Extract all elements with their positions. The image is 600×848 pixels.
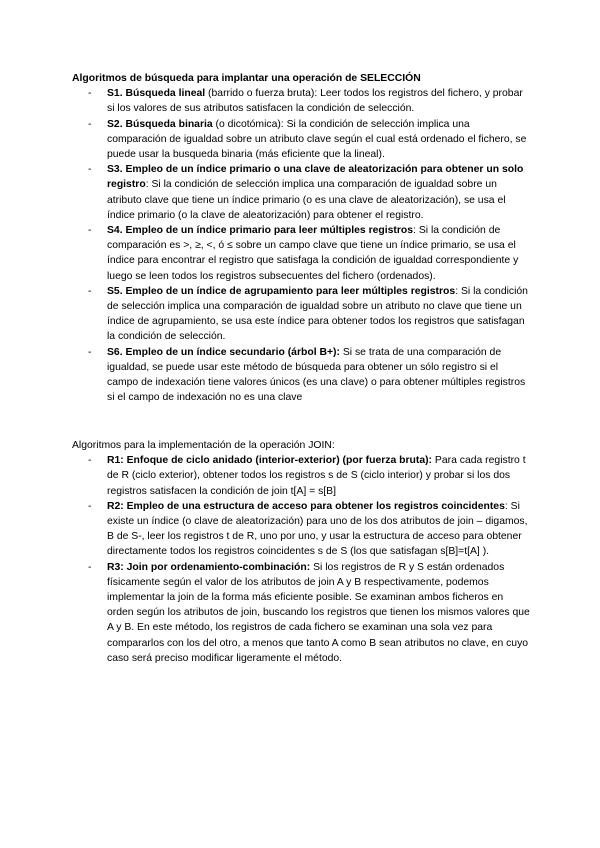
item-text: (o dicotómica): Si la condición de selección implica una comparación de igualdad sobre un atributo clave según el cual está ordenado el fichero, se puede usar la busqueda binaria (más eficiente que la lineal). bbox=[107, 118, 527, 161]
item-text: : Si la condición de selección implica una comparación de igualdad sobre un atributo no clave que tiene un índice de agrupamiento, se usa este índice para obtener todos los registros que satisfagan la condición de selección. bbox=[107, 285, 528, 343]
join-heading: Algoritmos para la implementación de la operación JOIN: bbox=[72, 440, 335, 451]
item-text: : Si la condición de comparación es >, ≥, <, ó ≤ sobre un campo clave que tiene un índice primario, se usa el índice para encontrar el registro que satisfaga la condición de igualdad correspondiente y luego se leen todos los registros subsecuentes del fichero (ordenados). bbox=[107, 225, 519, 282]
list-item-r3 bbox=[72, 560, 532, 666]
list-item-s4 bbox=[72, 223, 532, 284]
list-item-s3 bbox=[72, 162, 532, 223]
item-text: : Si la condición de selección implica una comparación de igualdad sobre un atributo clave que tiene un índice primario (o es una clave de aleatorización), se usa el índice primario (o la clave de aleatorización) para obtener el registro. bbox=[107, 179, 506, 221]
join-algorithms-list bbox=[72, 453, 532, 666]
join-algorithms-section bbox=[72, 438, 532, 666]
item-text: Si se trata de una comparación de igualdad, se puede usar este método de búsqueda para obtener un sólo registro si el campo de indexación tiene valores únicos (es una clave) o para obtener múltiples registros si el campo de indexación no es una clave bbox=[107, 346, 526, 404]
selection-algorithms-section bbox=[72, 71, 532, 405]
item-title: S4. Empleo de un índice primario para leer múltiples registros bbox=[107, 225, 414, 237]
selection-algorithms-list bbox=[72, 86, 532, 405]
item-text: Si los registros de R y S están ordenados físicamente según el valor de los atributos de join A y B respectivamente, podemos implementar la join de la forma más eficiente posible. Se examinan ambos ficheros en orden según los atributos de join, buscando los registros que tienen los mismos valores que A y B. En este método, los registros de cada fichero se examinan una sola vez para compararlos con los del otro, a menos que tanto A como B sean atributos no clave, en cuyo caso será preciso modificar ligeramente el método. bbox=[107, 561, 530, 664]
selection-heading: Algoritmos de búsqueda para implantar una operación de SELECCIÓN bbox=[72, 73, 421, 84]
item-title: S2. Búsqueda binaria bbox=[107, 118, 213, 130]
item-title: R3: Join por ordenamiento-combinación: bbox=[107, 561, 311, 573]
list-item-s6 bbox=[72, 345, 532, 406]
item-title: R1: Enfoque de ciclo anidado (interior-exterior) (por fuerza bruta): bbox=[107, 455, 433, 467]
list-item-r2 bbox=[72, 499, 532, 560]
item-text: Para cada registro t de R (ciclo exterior), obtener todos los registros s de S (ciclo interior) y probar si los dos registros satisfacen la condición de join t[A] = s[B] bbox=[107, 455, 526, 497]
list-item-s1 bbox=[72, 86, 532, 116]
item-title: S5. Empleo de un índice de agrupamiento para leer múltiples registros bbox=[107, 285, 456, 297]
item-title: S6. Empleo de un índice secundario (árbol B+): bbox=[107, 346, 340, 358]
list-item-s2 bbox=[72, 117, 532, 163]
list-item-s5 bbox=[72, 284, 532, 345]
item-text: (barrido o fuerza bruta): Leer todos los registros del fichero, y probar si los valores de sus atributos satisfacen la condición de selección. bbox=[107, 88, 523, 115]
item-title: S3. Empleo de un índice primario o una clave de aleatorización para obtener un solo registro bbox=[107, 164, 524, 191]
list-item-r1 bbox=[72, 453, 532, 499]
item-title: S1. Búsqueda lineal bbox=[107, 88, 206, 100]
item-text: : Si existe un índice (o clave de aleatorización) para uno de los dos atributos de join – digamos, B de S-, leer los registros t de R, uno por uno, y usar la estructura de acceso para obtener directamente todos los registros coincidentes s de S (los que satisfagan s[B]=t[A] ). bbox=[107, 500, 528, 558]
item-title: R2: Empleo de una estructura de acceso para obtener los registros coincidentes bbox=[107, 500, 505, 512]
